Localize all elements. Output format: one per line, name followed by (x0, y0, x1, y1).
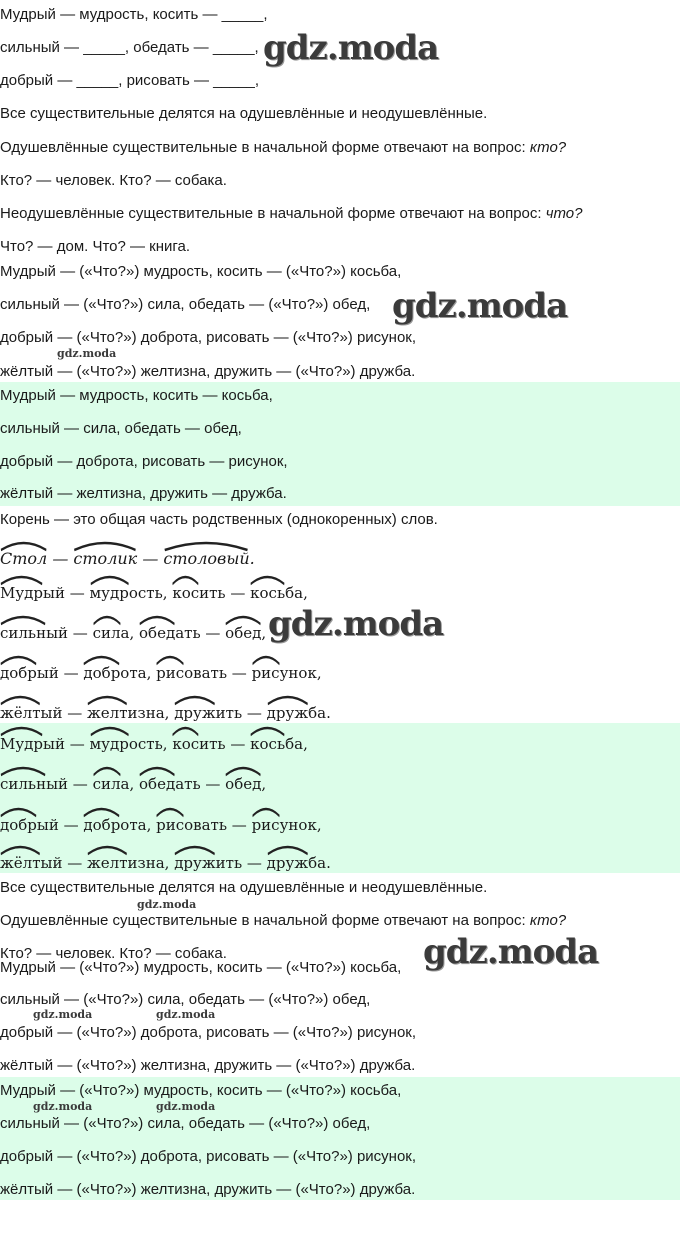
root-text: друж (266, 854, 309, 872)
word-ending: ость, (128, 735, 168, 753)
root-part (250, 583, 285, 603)
question-line-4: жёлтый — («Что?») желтизна, дружить — («Что?») дружба. (0, 363, 416, 380)
word-ending: а, (120, 624, 135, 642)
word-ending: ба. (308, 854, 331, 872)
root-part (139, 623, 175, 643)
root-text: кось (250, 735, 286, 753)
root-text: обед (225, 624, 262, 642)
root-part (0, 853, 41, 873)
answer-line-3: добрый — доброта, рисовать — рисунок, (0, 453, 288, 470)
root-part (252, 663, 280, 683)
root-part (87, 853, 128, 873)
root-example: Стол — столик — столовый. (0, 549, 255, 569)
rule-animate: Одушевлённые существительные в начальной форме отвечают на вопрос: кто? (0, 139, 567, 156)
root-definition: Корень — это общая часть родственных (однокоренных) слов. (0, 511, 438, 528)
root-part (174, 853, 215, 873)
answer-line-3-repeat: добрый — («Что?») доброта, рисовать — («Что?») рисунок, (0, 1148, 417, 1165)
root-part (139, 774, 175, 794)
word-ending: ый (40, 854, 63, 872)
root-part (156, 663, 184, 683)
rule-all-nouns: Все существительные делятся на одушевлённые и неодушевлённые. (0, 105, 488, 122)
question-line-2-repeat: сильный — («Что?») сила, обедать — («Что?») обед, (0, 991, 371, 1008)
root-text: друж (266, 704, 309, 722)
root-text: рис (251, 816, 280, 834)
word-ending: ить (215, 704, 243, 722)
answer-line-1-repeat: Мудрый — («Что?») мудрость, косить — («Что?») косьба, (0, 1082, 402, 1099)
rule-animate-example: Кто? — человек. Кто? — собака. (0, 172, 227, 189)
root-text: рис (156, 664, 185, 682)
rule-all-nouns-repeat: Все существительные делятся на одушевлённые и неодушевлённые. (0, 879, 488, 896)
root-part (90, 583, 129, 603)
word-ending: ость, (128, 584, 168, 602)
word-ending: изна, (127, 854, 170, 872)
root-answer-line-line-1: Мудрый — мудрость, косить — косьба, (0, 734, 308, 754)
rule-animate-example-cut: Кто? — человек. Кто? — собака. (0, 945, 227, 962)
root-part (0, 774, 46, 794)
word-ending: ый (46, 775, 69, 793)
watermark: gdz.moda (33, 1008, 93, 1021)
word-ending: ый (43, 584, 65, 602)
root-line-line-2: сильный — сила, обедать — обед, (0, 623, 266, 643)
root-text: рис (156, 816, 185, 834)
question-line-4-repeat: жёлтый — («Что?») желтизна, дружить — («Что?») дружба. (0, 1057, 416, 1074)
rule-animate-repeat: Одушевлённые существительные в начальной форме отвечают на вопрос: кто? (0, 912, 567, 929)
watermark: gdz.moda (423, 932, 599, 972)
root-part (0, 734, 43, 754)
word-ending: ить (199, 735, 226, 753)
root-part (267, 703, 308, 723)
word-ending: ота, (120, 816, 152, 834)
root-part (0, 623, 46, 643)
root-part (225, 623, 261, 643)
word-ending: ать (175, 775, 201, 793)
word-ending: ить (215, 854, 243, 872)
root-part (252, 815, 280, 835)
word-ending: ба. (308, 704, 331, 722)
root-part (90, 734, 129, 754)
root-text: жёлт (0, 854, 41, 872)
root-text: рис (251, 664, 280, 682)
word-ending: унок, (279, 664, 322, 682)
root-line-line-3: добрый — доброта, рисовать — рисунок, (0, 663, 322, 683)
answer-line-1: Мудрый — мудрость, косить — косьба, (0, 387, 273, 404)
watermark: gdz.moda (57, 347, 117, 360)
watermark: gdz.moda (392, 286, 568, 326)
root-text: жёлт (0, 704, 41, 722)
root-answer-line-line-3: добрый — доброта, рисовать — рисунок, (0, 815, 322, 835)
root-word: столовый (163, 549, 249, 569)
root-part (267, 853, 308, 873)
root-part (156, 815, 184, 835)
question-line-1-repeat: Мудрый — («Что?») мудрость, косить — («Что?») косьба, (0, 959, 402, 976)
root-word: Стол (0, 549, 47, 569)
word-ending: а, (120, 775, 135, 793)
root-text: друж (174, 854, 216, 872)
root-text: Мудр (0, 735, 44, 753)
root-part (172, 734, 199, 754)
root-part (250, 734, 285, 754)
word-ending: , (261, 775, 267, 793)
root-text: сил (92, 624, 121, 642)
root-text: кось (250, 584, 286, 602)
root-text: друж (174, 704, 216, 722)
question-line-3-repeat: добрый — («Что?») доброта, рисовать — («Что?») рисунок, (0, 1024, 417, 1041)
watermark: gdz.moda (33, 1100, 93, 1113)
rule-inanimate-example: Что? — дом. Что? — книга. (0, 238, 191, 255)
root-line-line-4: жёлтый — желтизна, дружить — дружба. (0, 703, 331, 723)
root-text: обед (139, 775, 176, 793)
root-text: кос (172, 735, 200, 753)
root-text: мудр (89, 735, 129, 753)
root-text: желт (87, 854, 128, 872)
root-text: Мудр (0, 584, 44, 602)
word-ending: ить (199, 584, 226, 602)
word-ending: овать (184, 664, 228, 682)
exercise-line-1: Мудрый — мудрость, косить — _____, (0, 6, 268, 23)
question-line-3: добрый — («Что?») доброта, рисовать — («Что?») рисунок, (0, 329, 417, 346)
word-ending: ба, (285, 584, 308, 602)
root-text: добр (0, 664, 37, 682)
word-ending: овать (184, 816, 228, 834)
root-text: добр (0, 816, 37, 834)
root-part (83, 663, 120, 683)
root-line-line-1: Мудрый — мудрость, косить — косьба, (0, 583, 308, 603)
answer-line-4: жёлтый — желтизна, дружить — дружба. (0, 485, 287, 502)
root-answer-line-line-2: сильный — сила, обедать — обед, (0, 774, 266, 794)
root-text: кос (172, 584, 200, 602)
word-ending: ый (40, 704, 63, 722)
question-line-2: сильный — («Что?») сила, обедать — («Что?») обед, (0, 296, 371, 313)
watermark: gdz.moda (156, 1008, 216, 1021)
watermark: gdz.moda (156, 1100, 216, 1113)
root-part (93, 623, 121, 643)
rule-inanimate: Неодушевлённые существительные в начальной форме отвечают на вопрос: что? (0, 205, 583, 222)
root-part (87, 703, 128, 723)
watermark: gdz.moda (263, 28, 439, 68)
root-part (172, 583, 199, 603)
word-ending: ба, (285, 735, 308, 753)
root-text: обед (225, 775, 262, 793)
root-part (83, 815, 120, 835)
word-ending: ый (36, 816, 59, 834)
answer-line-4-repeat: жёлтый — («Что?») желтизна, дружить — («Что?») дружба. (0, 1181, 416, 1198)
word-ending: ать (175, 624, 201, 642)
word-ending: изна, (127, 704, 170, 722)
root-part (0, 703, 41, 723)
question-line-1: Мудрый — («Что?») мудрость, косить — («Что?») косьба, (0, 263, 402, 280)
root-text: сильн (0, 775, 47, 793)
root-part (93, 774, 121, 794)
word-ending: , (261, 624, 267, 642)
word-ending: ый (46, 624, 69, 642)
answer-line-2-repeat: сильный — («Что?») сила, обедать — («Что?») обед, (0, 1115, 371, 1132)
root-text: добр (83, 816, 121, 834)
exercise-line-3: добрый — _____, рисовать — _____, (0, 72, 260, 89)
root-text: обед (139, 624, 176, 642)
root-text: сильн (0, 624, 47, 642)
root-text: сил (92, 775, 121, 793)
root-part (0, 663, 37, 683)
answer-line-2: сильный — сила, обедать — обед, (0, 420, 242, 437)
answer-block-repeat (0, 1077, 680, 1200)
root-part (0, 815, 37, 835)
watermark: gdz.moda (137, 898, 197, 911)
answer-block (0, 382, 680, 506)
word-ending: унок, (279, 816, 322, 834)
root-word: столик (73, 549, 137, 569)
root-answer-line-line-4: жёлтый — желтизна, дружить — дружба. (0, 853, 331, 873)
root-text: добр (83, 664, 121, 682)
word-ending: ота, (120, 664, 152, 682)
exercise-line-2: сильный — _____, обедать — _____, (0, 39, 259, 56)
watermark: gdz.moda (268, 604, 444, 644)
word-ending: ый (43, 735, 65, 753)
root-text: желт (87, 704, 128, 722)
word-ending: ый (36, 664, 59, 682)
root-part (225, 774, 261, 794)
root-part (0, 583, 43, 603)
root-part (174, 703, 215, 723)
root-text: мудр (89, 584, 129, 602)
